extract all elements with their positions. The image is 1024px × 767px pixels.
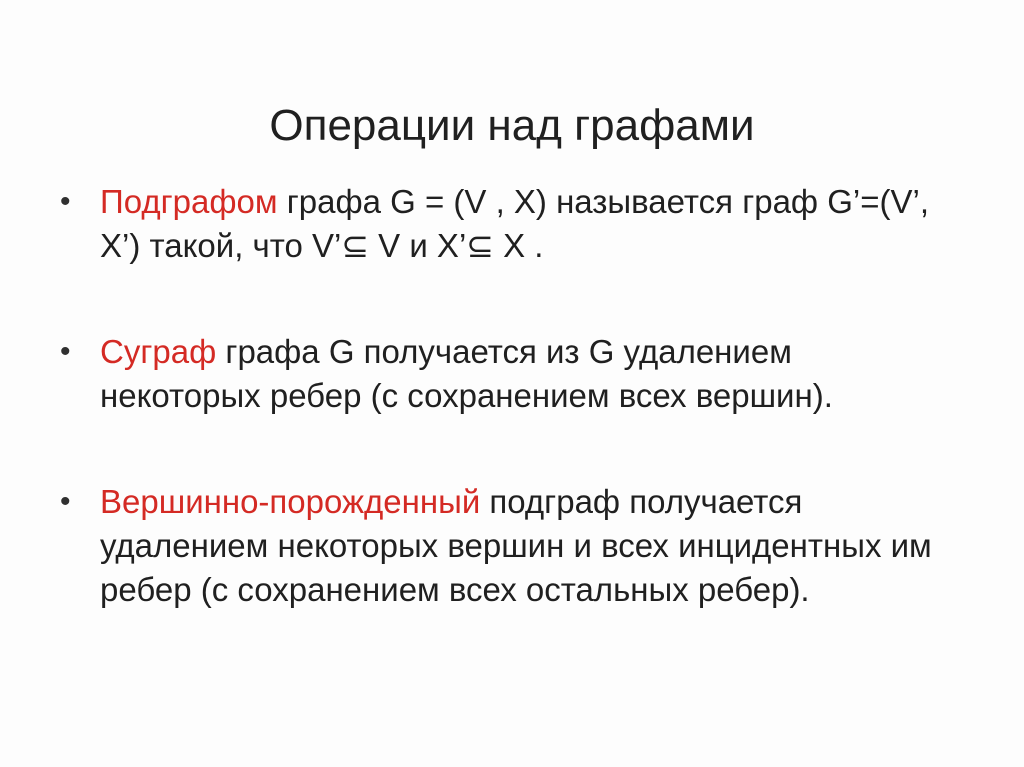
bullet-icon: • [60,185,71,218]
definition-spanning-subgraph: графа G получается из G удалением некоторых ребер (с сохранением всех вершин). [100,333,833,414]
bullet-icon: • [60,485,71,518]
term-induced-subgraph: Вершинно-порожденный [100,483,481,520]
bullet-induced-subgraph [60,480,960,612]
bullet-spanning-subgraph [60,330,960,418]
bullet-icon: • [60,335,71,368]
term-subgraph: Подграфом [100,183,278,220]
term-spanning-subgraph: Суграф [100,333,217,370]
bullet-subgraph [60,180,960,268]
bullet-list [60,180,960,612]
slide-title: Операции над графами [269,101,755,150]
definition-subgraph: графа G = (V , X) называется граф G’=(V’, X’) такой, что V’⊆ V и X’⊆ X . [100,183,930,264]
definition-induced-subgraph: подграф получается удалением некоторых вершин и всех инцидентных им ребер (с сохранением всех остальных ребер). [100,483,932,608]
